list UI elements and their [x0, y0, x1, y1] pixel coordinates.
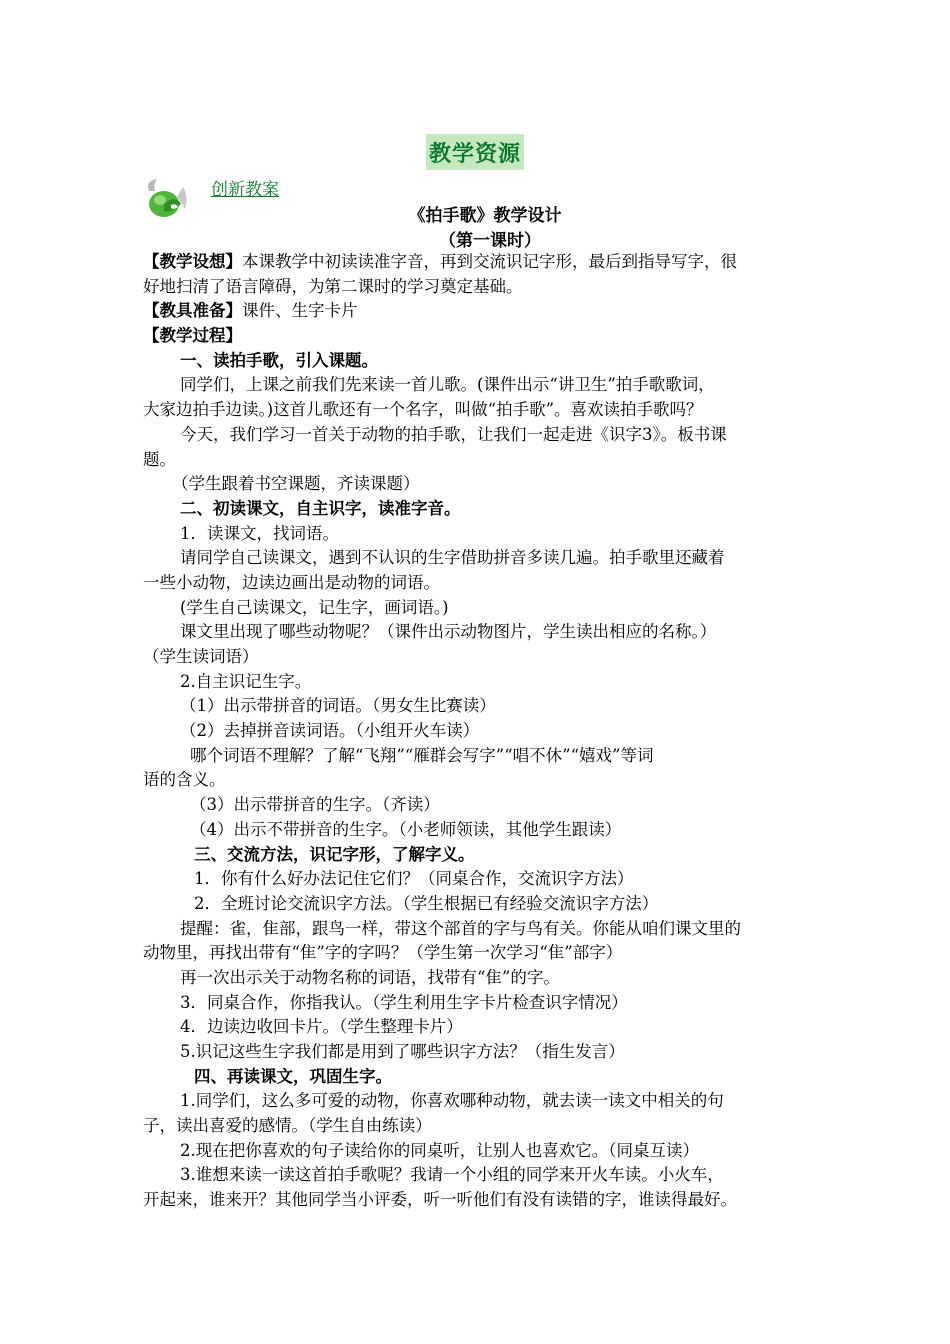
- paragraph-line: 语的含义。: [143, 770, 226, 790]
- paragraph-line: 一些小动物，边读边画出是动物的词语。: [143, 572, 440, 592]
- paragraph-line: 动物里，再找出带有“隹”字的字吗？（学生第一次学习“隹”部字）: [143, 943, 623, 963]
- body-text: [143, 250, 811, 1213]
- section-banner: [0, 134, 950, 170]
- section-label: 【教学过程】: [143, 326, 242, 346]
- paragraph-line: 2.现在把你喜欢的句子读给你的同桌听，让别人也喜欢它。（同桌互读）: [180, 1140, 699, 1160]
- section-heading: 二、初读课文，自主识字，读准字音。: [180, 498, 461, 518]
- paragraph-line: 好地扫清了语言障碍，为第二课时的学习奠定基础。: [143, 276, 523, 296]
- paragraph-line: 2.自主识记生字。: [180, 671, 312, 691]
- paragraph-line: 3．同桌合作，你指我认。（学生利用生字卡片检查识字情况）: [180, 992, 628, 1012]
- section-heading: 四、再读课文，巩固生字。: [194, 1066, 392, 1086]
- paragraph-line: 大家边拍手边读。)这首儿歌还有一个名字，叫做“拍手歌”。喜欢读拍手歌吗？: [143, 400, 703, 420]
- paragraph-line: 课文里出现了哪些动物呢？（课件出示动物图片，学生读出相应的名称。）: [180, 622, 717, 642]
- paragraph-line: 1．读课文，找词语。: [180, 523, 339, 543]
- doc-title: 《拍手歌》教学设计: [408, 206, 562, 226]
- innovative-lesson-link[interactable]: 创新教案: [211, 180, 279, 200]
- doc-subtitle: （第一课时）: [439, 231, 541, 251]
- section-heading: 三、交流方法，识记字形，了解字义。: [194, 844, 475, 864]
- paragraph-line: 哪个词语不理解？了解“飞翔”“雁群会写字”“唱不休”“嬉戏”等词: [190, 745, 654, 765]
- section-label: 【教具准备】: [143, 301, 242, 321]
- paragraph-line: 开起来，谁来开？其他同学当小评委，听一听他们有没有读错的字，谁读得最好。: [143, 1190, 737, 1210]
- banner-title: 教学资源: [426, 134, 524, 170]
- paragraph-line: （学生读词语）: [143, 647, 259, 666]
- paragraph-line: (学生自己读课文，记生字，画词语。): [180, 597, 449, 617]
- paragraph-line: （学生跟着书空课题，齐读课题）: [172, 474, 420, 494]
- paragraph-line: 1.同学们，这么多可爱的动物，你喜欢哪种动物，就去读一读文中相关的句: [180, 1091, 724, 1111]
- paragraph-line: 2．全班讨论交流识字方法。（学生根据已有经验交流识字方法）: [194, 893, 659, 913]
- paragraph-line: （4）出示不带拼音的生字。（小老师领读，其他学生跟读）: [190, 819, 622, 839]
- section-heading: 一、读拍手歌，引入课题。: [180, 350, 378, 370]
- paragraph-line: 【教具准备】课件、生字卡片: [143, 301, 358, 321]
- paragraph-line: 【教学设想】本课教学中初读读准字音，再到交流识记字形，最后到指导写字，很: [143, 252, 737, 271]
- paragraph-line: 1．你有什么好办法记住它们？（同桌合作，交流识字方法）: [194, 869, 634, 889]
- paragraph-line: 今天，我们学习一首关于动物的拍手歌，让我们一起走进《识字3》。板书课: [180, 424, 727, 444]
- paragraph-line: 4．边读边收回卡片。（学生整理卡片）: [180, 1017, 463, 1037]
- paragraph-line: （3）出示带拼音的生字。（齐读）: [190, 795, 440, 815]
- paragraph-line: 子，读出喜爱的感情。（学生自由练读）: [143, 1116, 432, 1136]
- paragraph-line: 同学们，上课之前我们先来读一首儿歌。(课件出示“讲卫生”拍手歌歌词，: [180, 375, 715, 395]
- paragraph-line: （2）去掉拼音读词语。（小组开火车读）: [180, 721, 480, 741]
- paragraph-line: （1）出示带拼音的词语。（男女生比赛读）: [180, 696, 496, 716]
- paragraph-line: 再一次出示关于动物名称的词语，找带有“隹”的字。: [180, 967, 560, 987]
- paragraph-line: 5.识记这些生字我们都是用到了哪些识字方法？（指生发言）: [180, 1042, 625, 1061]
- paragraph-line: [143, 324, 811, 349]
- paragraph-line: 题。: [143, 449, 176, 469]
- section-label: 【教学设想】: [143, 252, 242, 271]
- paragraph-line: 请同学自己读课文，遇到不认识的生字借助拼音多读几遍。拍手歌里还藏着: [180, 548, 725, 568]
- paragraph-line: 提醒：雀，隹部，跟鸟一样，带这个部首的字与鸟有关。你能从咱们课文里的: [180, 918, 741, 938]
- paragraph-line: 3.谁想来读一读这首拍手歌呢？我请一个小组的同学来开火车读。小火车，: [180, 1165, 724, 1185]
